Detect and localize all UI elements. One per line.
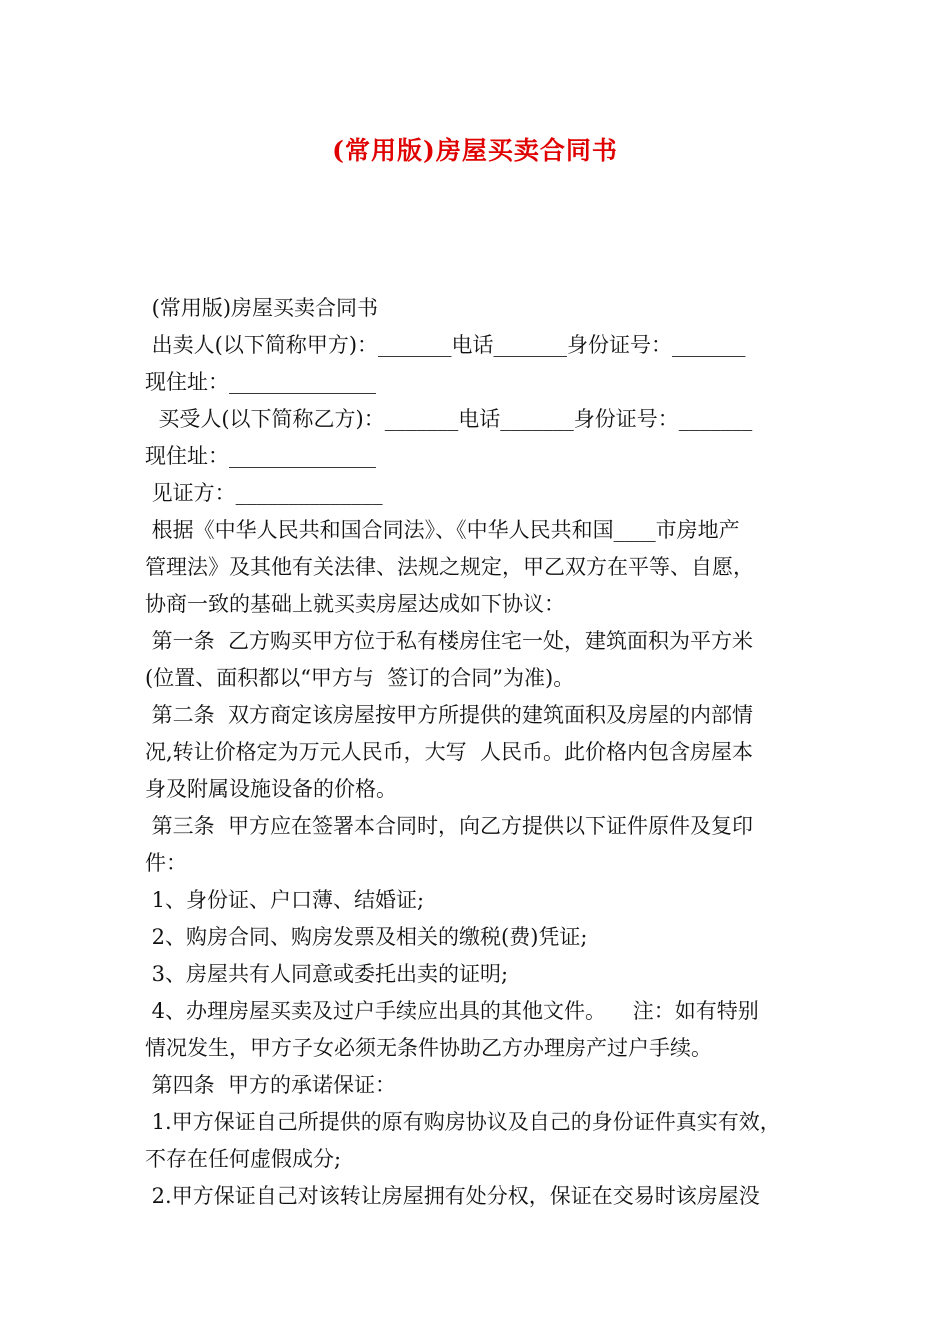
body-line: 协商一致的基础上就买卖房屋达成如下协议： bbox=[145, 592, 565, 616]
body-line: 第二条 双方商定该房屋按甲方所提供的建筑面积及房屋的内部情 bbox=[145, 703, 754, 727]
body-line: 身及附属设施设备的价格。 bbox=[145, 777, 397, 801]
body-line: 第三条 甲方应在签署本合同时，向乙方提供以下证件原件及复印 bbox=[145, 814, 754, 838]
body-line: 现住址：______________ bbox=[145, 444, 376, 468]
body-line: 1、身份证、户口薄、结婚证; bbox=[145, 888, 425, 912]
body-line: 况,转让价格定为万元人民币，大写 人民币。此价格内包含房屋本 bbox=[145, 740, 754, 764]
body-line: 见证方：______________ bbox=[145, 481, 383, 505]
body-line: 情况发生，甲方子女必须无条件协助乙方办理房产过户手续。 bbox=[145, 1036, 712, 1060]
body-line: 4、办理房屋买卖及过户手续应出具的其他文件。 注：如有特别 bbox=[145, 999, 759, 1023]
body-line: (位置、面积都以“甲方与 签订的合同”为准)。 bbox=[145, 666, 575, 690]
body-line: 管理法》及其他有关法律、法规之规定，甲乙双方在平等、自愿， bbox=[145, 555, 754, 579]
body-line: 出卖人(以下简称甲方)：_______电话_______身份证号：_______ bbox=[145, 333, 746, 357]
body-line: (常用版)房屋买卖合同书 bbox=[145, 296, 379, 320]
contract-body bbox=[145, 290, 845, 1215]
body-line: 3、房屋共有人同意或委托出卖的证明; bbox=[145, 962, 509, 986]
body-line: 根据《中华人民共和国合同法》、《中华人民共和国____市房地产 bbox=[145, 518, 740, 542]
body-line: 件： bbox=[145, 851, 187, 875]
body-line: 买受人(以下简称乙方)：_______电话_______身份证号：_______ bbox=[145, 407, 753, 431]
document-title: (常用版)房屋买卖合同书 bbox=[332, 136, 618, 165]
body-line: 现住址：______________ bbox=[145, 370, 376, 394]
body-line: 第一条 乙方购买甲方位于私有楼房住宅一处，建筑面积为平方米 bbox=[145, 629, 754, 653]
body-line: 2.甲方保证自己对该转让房屋拥有处分权，保证在交易时该房屋没 bbox=[145, 1184, 760, 1208]
body-line: 1.甲方保证自己所提供的原有购房协议及自己的身份证件真实有效， bbox=[145, 1110, 781, 1134]
body-line: 不存在任何虚假成分; bbox=[145, 1147, 342, 1171]
body-line: 第四条 甲方的承诺保证： bbox=[145, 1073, 397, 1097]
body-line: 2、购房合同、购房发票及相关的缴税(费)凭证; bbox=[145, 925, 588, 949]
